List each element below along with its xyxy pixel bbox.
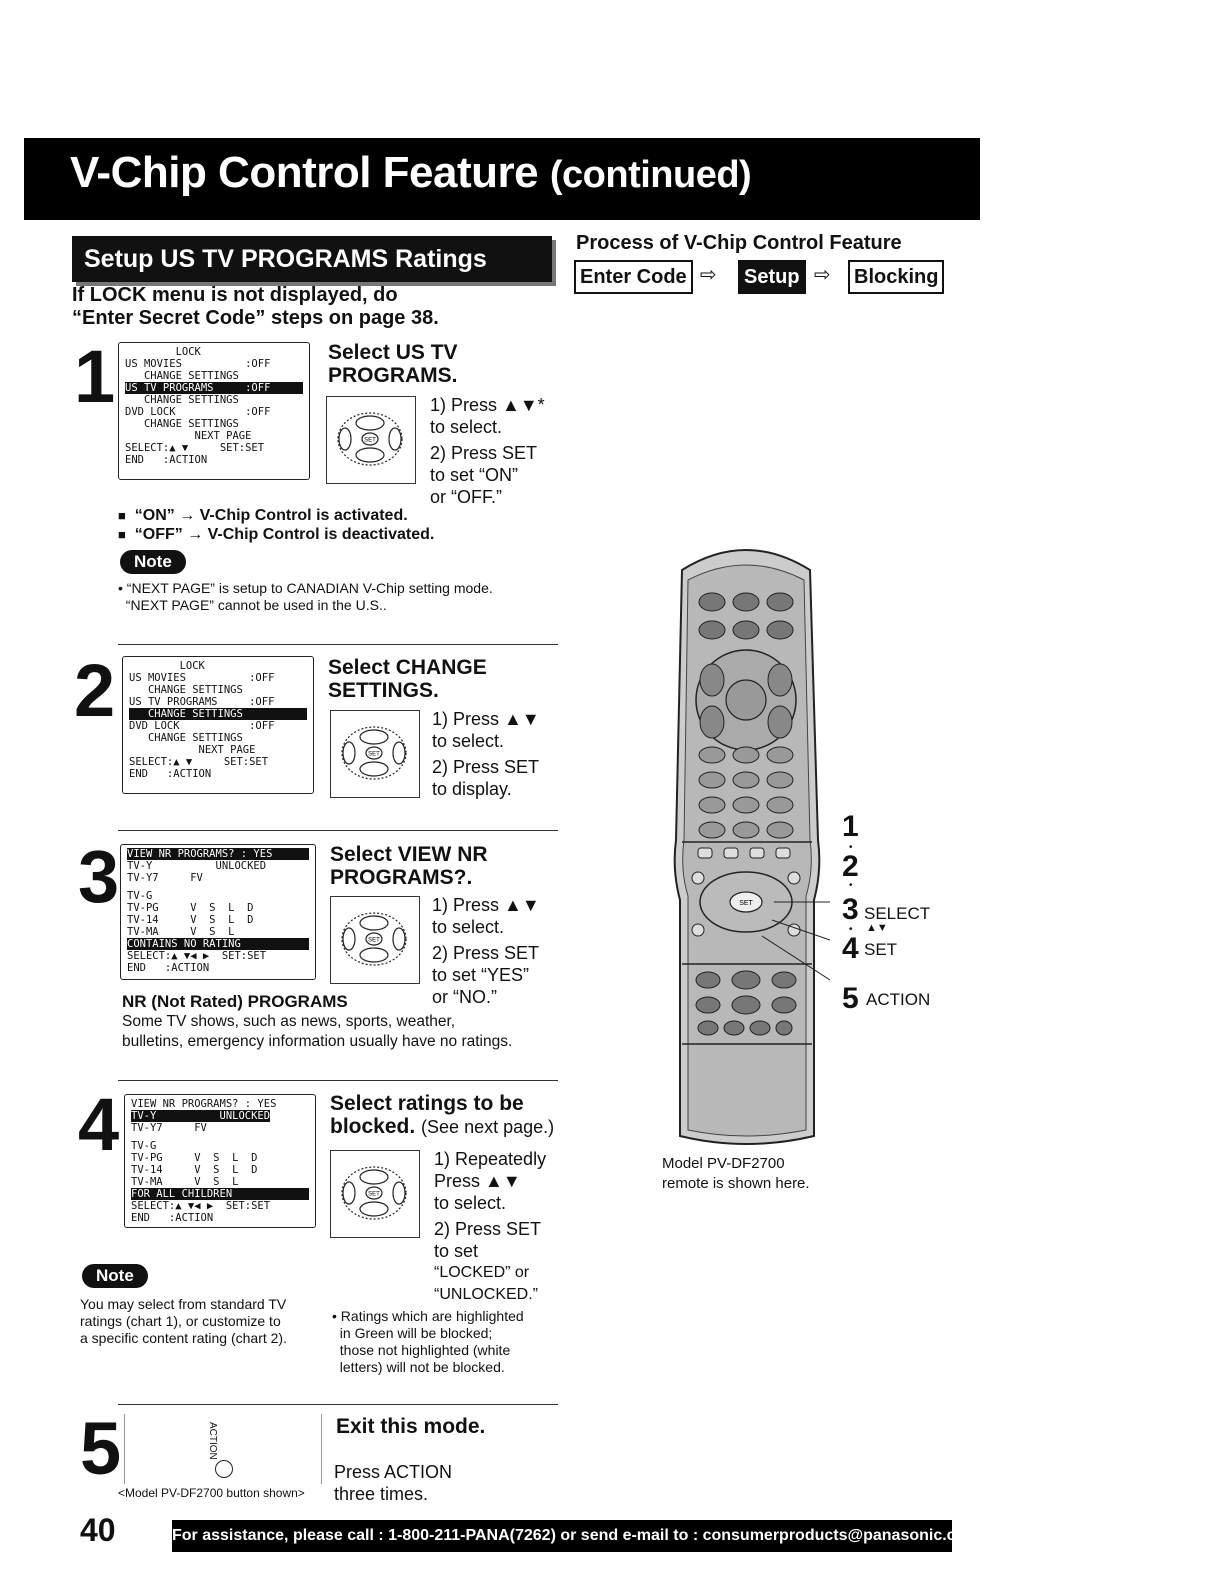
callout-3-label: SELECT: [864, 904, 931, 923]
callout-5-label: ACTION: [866, 990, 931, 1009]
divider: [118, 1404, 558, 1405]
instruction-line: 2) Press SET: [432, 943, 540, 963]
note-line: You may select from standard TV: [80, 1296, 287, 1312]
step-5-title: Exit this mode.: [336, 1415, 486, 1438]
instruction-line: “UNLOCKED.”: [434, 1286, 539, 1303]
step-4-title-suffix: (See next page.): [421, 1117, 555, 1137]
step-1-title-line: PROGRAMS.: [328, 364, 458, 387]
step-1-bullet-on: ■ “ON” → V-Chip Control is activated.: [118, 507, 408, 524]
note-line: “NEXT PAGE” cannot be used in the U.S..: [118, 597, 387, 613]
instruction-line: to set: [434, 1241, 479, 1261]
note-line: those not highlighted (white: [332, 1342, 511, 1358]
instruction-line: 1) Repeatedly: [434, 1149, 547, 1169]
note-line: in Green will be blocked;: [332, 1325, 493, 1341]
osd-line-highlight: CHANGE SETTINGS: [129, 708, 307, 720]
osd-line: US MOVIES :OFF: [129, 672, 275, 684]
osd-line: NEXT PAGE: [125, 430, 252, 442]
process-arrow-1: ⇨: [700, 264, 717, 286]
step-4-title-text: blocked.: [330, 1115, 416, 1138]
step-2-osd-screen: [122, 656, 314, 794]
instruction-line: to select.: [432, 917, 505, 937]
osd-line: END :ACTION: [127, 962, 210, 974]
remote-caption-line: Model PV-DF2700: [662, 1155, 785, 1172]
process-step-setup: Setup: [738, 260, 806, 294]
instruction-line: or “OFF.”: [430, 487, 502, 507]
step-5-caption: <Model PV-DF2700 button shown>: [118, 1486, 305, 1500]
step-3-osd-screen: [120, 844, 316, 980]
divider: [118, 830, 558, 831]
step-1-remote-pad: [326, 396, 416, 484]
osd-line: TV-Y7 FV: [131, 1122, 207, 1134]
osd-line: SELECT:▲ ▼ SET:SET: [125, 442, 265, 454]
nr-text-line: bulletins, emergency information usually have no ratings.: [122, 1033, 513, 1050]
step-2-title: [328, 656, 487, 702]
process-title: Process of V-Chip Control Feature: [576, 232, 902, 254]
page-title-sub: (continued): [549, 154, 752, 196]
instruction-line: three times.: [334, 1484, 429, 1504]
step-5-button-area: [124, 1414, 322, 1484]
step-3-instructions: [432, 894, 540, 1008]
instruction-line: Press ▲▼: [434, 1171, 521, 1191]
osd-line-highlight: CONTAINS NO RATING: [127, 938, 309, 950]
osd-line: LOCK: [125, 346, 201, 358]
osd-line: NEXT PAGE: [129, 744, 256, 756]
osd-line: DVD LOCK :OFF: [129, 720, 275, 732]
step-4-title: [330, 1092, 554, 1139]
callout-3-arrows: ▲▼: [866, 922, 888, 934]
osd-line-highlight: VIEW NR PROGRAMS? : YES: [127, 848, 309, 860]
instruction-line: or “NO.”: [432, 987, 497, 1007]
osd-line: END :ACTION: [125, 454, 208, 466]
step-2-title-line: SETTINGS.: [328, 679, 439, 702]
remote-control-icon: [662, 540, 830, 1146]
step-2-number: 2: [74, 649, 116, 732]
step-4-title-line: Select ratings to be: [330, 1092, 524, 1115]
svg-text:SET: SET: [364, 437, 376, 444]
instruction-line: 1) Press ▲▼: [432, 895, 540, 915]
process-step-blocking: Blocking: [848, 260, 944, 294]
step-4-number: 4: [78, 1083, 120, 1166]
instruction-line: 1) Press ▲▼: [432, 709, 540, 729]
note-line: ratings (chart 1), or customize to: [80, 1313, 281, 1329]
note-1-text: [118, 580, 493, 614]
osd-line: SELECT:▲ ▼◀ ▶ SET:SET: [127, 950, 267, 962]
note-line: letters) will not be blocked.: [332, 1359, 505, 1375]
osd-line: CHANGE SETTINGS: [129, 732, 243, 744]
bullet-text: “OFF” → V-Chip Control is deactivated.: [134, 526, 435, 543]
osd-line: TV-14 V S L D: [131, 1164, 258, 1176]
process-step-enter-code: Enter Code: [574, 260, 693, 294]
callout-4-label: SET: [864, 940, 898, 959]
step-3-title-line: Select VIEW NR: [330, 843, 488, 866]
note-badge-1: Note: [120, 550, 186, 574]
osd-line: LOCK: [129, 660, 205, 672]
page-title-main: V-Chip Control Feature: [70, 148, 539, 197]
osd-line: TV-MA V S L: [131, 1176, 239, 1188]
bullet-text: “ON” → V-Chip Control is activated.: [134, 507, 408, 524]
note-line: a specific content rating (chart 2).: [80, 1330, 287, 1346]
step-3-number: 3: [78, 835, 120, 918]
step-5-instructions: [334, 1461, 452, 1505]
step-1-osd-screen: [118, 342, 310, 480]
osd-line: TV-Y7 FV: [127, 872, 203, 884]
osd-line: END :ACTION: [129, 768, 212, 780]
osd-line: TV-14 V S L D: [127, 914, 254, 926]
instruction-line: to display.: [432, 779, 512, 799]
nr-text-line: Some TV shows, such as news, sports, weather,: [122, 1013, 456, 1030]
callout-dot: •: [849, 880, 853, 891]
osd-line: VIEW NR PROGRAMS? : YES: [131, 1098, 277, 1110]
dpad-icon: [331, 1151, 418, 1236]
page-number: 40: [80, 1512, 116, 1548]
callout-4: 4: [842, 932, 859, 965]
instruction-line: to select.: [430, 417, 503, 437]
step-3-title-line: PROGRAMS?.: [330, 866, 473, 889]
osd-line-highlight: TV-Y UNLOCKED: [131, 1110, 271, 1122]
divider: [118, 644, 558, 645]
note-line: • Ratings which are highlighted: [332, 1308, 524, 1324]
osd-line: CHANGE SETTINGS: [125, 394, 239, 406]
process-arrow-2: ⇨: [814, 264, 831, 286]
osd-line-highlight: US TV PROGRAMS :OFF: [125, 382, 303, 394]
osd-line: CHANGE SETTINGS: [125, 370, 239, 382]
instruction-line: 2) Press SET: [432, 757, 540, 777]
osd-line: SELECT:▲ ▼◀ ▶ SET:SET: [131, 1200, 271, 1212]
dpad-icon: [331, 711, 418, 796]
osd-line: SELECT:▲ ▼ SET:SET: [129, 756, 269, 768]
intro-line-2: “Enter Secret Code” steps on page 38.: [72, 307, 439, 329]
osd-line: CHANGE SETTINGS: [125, 418, 239, 430]
remote-caption: [662, 1154, 810, 1194]
remote-control-illustration: [662, 540, 830, 1146]
osd-line-highlight: FOR ALL CHILDREN: [131, 1188, 309, 1200]
svg-text:SET: SET: [739, 900, 753, 907]
osd-line: US TV PROGRAMS :OFF: [129, 696, 275, 708]
step-4-osd-screen: [124, 1094, 316, 1228]
osd-line: TV-PG V S L D: [127, 902, 254, 914]
instruction-line: 2) Press SET: [430, 443, 538, 463]
step-1-instructions: [430, 394, 545, 508]
step-1-title: [328, 341, 458, 387]
callout-dot: •: [849, 842, 853, 853]
divider: [118, 1080, 558, 1081]
step-2-title-line: Select CHANGE: [328, 656, 487, 679]
osd-line: TV-G: [131, 1140, 157, 1152]
step-3-remote-pad: [330, 896, 420, 984]
note-line: • “NEXT PAGE” is setup to CANADIAN V-Chip setting mode.: [118, 580, 493, 596]
note-2-left: [80, 1296, 287, 1347]
osd-line: TV-G: [127, 890, 153, 902]
step-4-remote-pad: [330, 1150, 420, 1238]
dpad-icon: [327, 397, 414, 482]
section-header: Setup US TV PROGRAMS Ratings: [72, 236, 552, 282]
osd-line: TV-PG V S L D: [131, 1152, 258, 1164]
step-3-title: [330, 843, 488, 889]
action-button-icon: [215, 1460, 233, 1478]
svg-text:SET: SET: [368, 751, 380, 758]
step-1-bullet-off: ■ “OFF” → V-Chip Control is deactivated.: [118, 526, 435, 543]
page-title: [70, 148, 751, 198]
step-2-instructions: [432, 708, 540, 800]
note-badge-2: Note: [82, 1264, 148, 1288]
step-2-remote-pad: [330, 710, 420, 798]
step-4-title-line-2: [330, 1115, 554, 1139]
nr-text: [122, 1012, 512, 1052]
nr-heading: NR (Not Rated) PROGRAMS: [122, 992, 348, 1011]
svg-text:SET: SET: [368, 1191, 380, 1198]
instruction-line: to set “ON”: [430, 465, 519, 485]
step-1-title-line: Select US TV: [328, 341, 458, 364]
osd-line: END :ACTION: [131, 1212, 214, 1224]
osd-line: CHANGE SETTINGS: [129, 684, 243, 696]
remote-caption-line: remote is shown here.: [662, 1175, 810, 1192]
instruction-line: Press ACTION: [334, 1462, 453, 1482]
osd-line: US MOVIES :OFF: [125, 358, 271, 370]
instruction-line: to select.: [432, 731, 505, 751]
callout-dot: •: [849, 924, 853, 935]
instruction-line: to set “YES”: [432, 965, 530, 985]
instruction-line: 1) Press ▲▼*: [430, 395, 545, 415]
instruction-line: to select.: [434, 1193, 507, 1213]
step-5-number: 5: [80, 1407, 122, 1490]
callout-1: 1: [842, 810, 859, 843]
footer-assistance-bar: For assistance, please call : 1-800-211-PANA(7262) or send e-mail to : consumerproducts@panasonic.com: [172, 1520, 952, 1552]
callout-2: 2: [842, 850, 859, 883]
step-1-number: 1: [74, 335, 116, 418]
instruction-line: 2) Press SET: [434, 1219, 542, 1239]
action-button-label: ACTION: [207, 1422, 218, 1460]
osd-line: TV-Y UNLOCKED: [127, 860, 267, 872]
callout-5: 5: [842, 982, 859, 1015]
dpad-icon: [331, 897, 418, 982]
step-4-instructions: [434, 1148, 546, 1306]
callout-3: 3: [842, 893, 859, 926]
instruction-line: “LOCKED” or: [434, 1264, 530, 1281]
osd-line: DVD LOCK :OFF: [125, 406, 271, 418]
osd-line: TV-MA V S L: [127, 926, 235, 938]
svg-text:SET: SET: [368, 937, 380, 944]
intro-line-1: If LOCK menu is not displayed, do: [72, 284, 398, 306]
note-2-right: [332, 1308, 524, 1376]
